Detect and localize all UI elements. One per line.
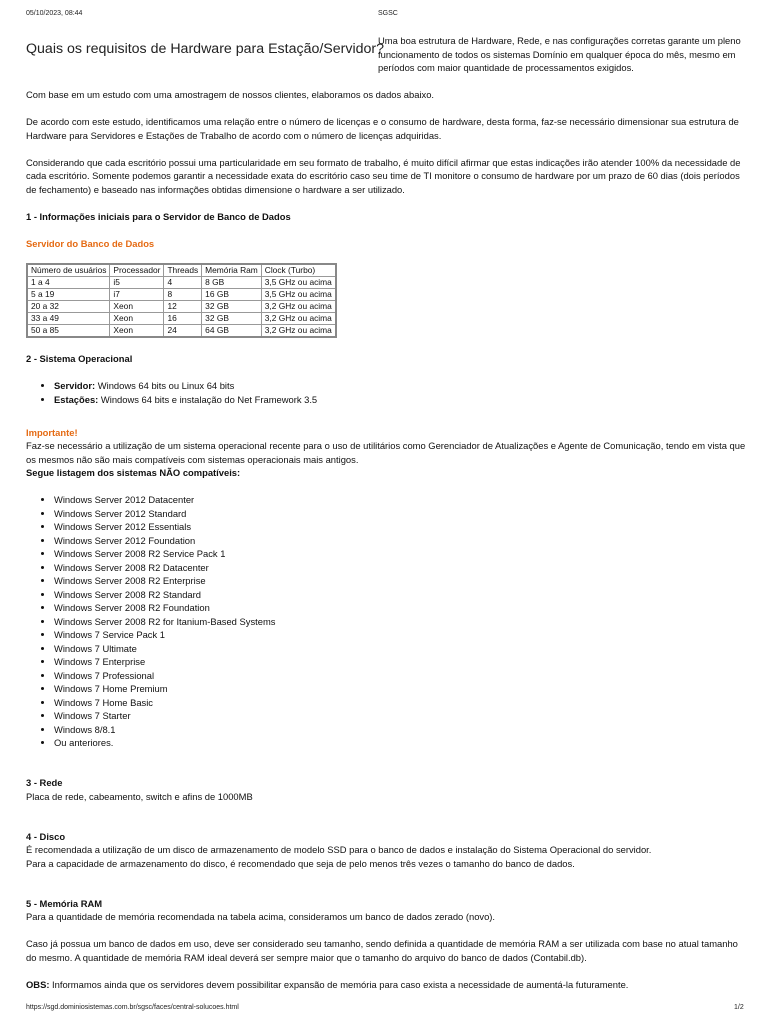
- list-item: • Windows Server 2008 R2 for Itanium-Based Systems: [54, 615, 746, 629]
- list-item: [54, 393, 746, 407]
- page-title: Quais os requisitos de Hardware para Estação/Servidor?: [26, 41, 385, 57]
- list-item: • Windows 7 Professional: [54, 669, 746, 683]
- list-item: • Windows 7 Home Basic: [54, 696, 746, 710]
- table-cell: i5: [110, 277, 164, 289]
- section-5-paragraph-2: Caso já possua um banco de dados em uso, deve ser considerado seu tamanho, sendo definida a quantidade de memória RAM a ser utilizada com base no atual tamanho do mesmo. A quantidade de memória RAM ideal deverá ser sempre maior que o tamanho do arquivo do banco de dados (Contabil.db).: [26, 938, 738, 963]
- list-item: • Ou anteriores.: [54, 736, 746, 750]
- print-url: https://sgd.dominiosistemas.com.br/sgsc/faces/central-solucoes.html: [26, 1004, 239, 1011]
- table-cell: 50 a 85: [27, 325, 110, 338]
- list-item: • Windows Server 2008 R2 Enterprise: [54, 574, 746, 588]
- table-cell: 64 GB: [202, 325, 262, 338]
- table-cell: i7: [110, 289, 164, 301]
- print-title: SGSC: [378, 10, 398, 17]
- incompatible-list-title: Segue listagem dos sistemas NÃO compatíveis:: [26, 467, 241, 478]
- os-text: Windows 64 bits e instalação do Net Framework 3.5: [98, 393, 318, 405]
- intro-side-text: Uma boa estrutura de Hardware, Rede, e nas configurações corretas garante um pleno funcionamento de todos os sistemas Domínio em qualquer época do mês, mesmo em períodos com maior quantidade de processamentos exigidos.: [378, 35, 741, 73]
- list-item: • Windows 7 Starter: [54, 709, 746, 723]
- os-list: [26, 379, 746, 406]
- col-header: Memória Ram: [202, 264, 262, 277]
- article: [26, 34, 746, 991]
- col-header: Clock (Turbo): [261, 264, 336, 277]
- section-4-title: 4 - Disco: [26, 830, 66, 842]
- os-text: Windows 64 bits ou Linux 64 bits: [95, 380, 235, 391]
- table-cell: 20 a 32: [27, 301, 110, 313]
- table-row: [27, 313, 336, 325]
- incompatible-systems-list: [26, 493, 746, 750]
- intro: [26, 34, 746, 88]
- section-3-title: 3 - Rede: [26, 777, 63, 788]
- table-cell: Xeon: [110, 313, 164, 325]
- table-cell: 32 GB: [202, 301, 262, 313]
- table-cell: 8: [164, 289, 202, 301]
- col-header: Threads: [164, 264, 202, 277]
- section-3-text: Placa de rede, cabeamento, switch e afins de 1000MB: [26, 790, 253, 802]
- list-item: • Windows Server 2008 R2 Foundation: [54, 601, 746, 615]
- table-cell: 3,5 GHz ou acima: [261, 277, 336, 289]
- table-cell: 16 GB: [202, 289, 262, 301]
- os-label: Servidor:: [54, 380, 96, 391]
- obs-note: [26, 978, 746, 992]
- page-number: 1/2: [734, 1004, 744, 1011]
- section-1-subtitle: Servidor do Banco de Dados: [26, 237, 155, 249]
- table-row: [27, 289, 336, 301]
- important-text: Faz-se necessário a utilização de um sistema operacional recente para o uso de utilitários como Gerenciador de Atualizações e Agente de Comunicação, tendo em vista que os mesmos não são mais compatíveis com sistemas operacionais mais antigos.: [26, 440, 746, 465]
- list-item: • Windows Server 2008 R2 Service Pack 1: [54, 547, 746, 561]
- table-cell: 5 a 19: [27, 289, 110, 301]
- section-5-title: 5 - Memória RAM: [26, 897, 103, 909]
- os-label: Estações:: [54, 393, 99, 405]
- table-cell: 4: [164, 277, 202, 289]
- section-5-line-1: Para a quantidade de memória recomendada na tabela acima, consideramos um banco de dados zerado (novo).: [26, 911, 496, 922]
- list-item: • Windows Server 2012 Standard: [54, 507, 746, 521]
- list-item: • Windows 7 Enterprise: [54, 655, 746, 669]
- paragraph-2: De acordo com este estudo, identificamos uma relação entre o número de licenças e o consumo de hardware, desta forma, faz-se necessário dimensionar sua estrutura de Hardware para Servidores e Estações de Trabalho de acordo com o número de licenças adquiridas.: [26, 116, 739, 141]
- list-item: • Windows Server 2012 Datacenter: [54, 493, 746, 507]
- table-body: [27, 277, 336, 338]
- col-header: Número de usuários: [27, 264, 110, 277]
- table-cell: 24: [164, 325, 202, 338]
- obs-text: Informamos ainda que os servidores devem possibilitar expansão de memória para caso exista a necessidade de aumentá-la futuramente.: [49, 978, 629, 990]
- table-row: [27, 301, 336, 313]
- list-item: • Windows 7 Home Premium: [54, 682, 746, 696]
- col-header: Processador: [110, 264, 164, 277]
- section-2-title: 2 - Sistema Operacional: [26, 353, 133, 364]
- table-cell: 16: [164, 313, 202, 325]
- hardware-table: [26, 263, 337, 338]
- section-4-line-1: É recomendada a utilização de um disco de armazenamento de modelo SSD para o banco de dados e instalação do Sistema Operacional do servidor.: [26, 844, 652, 855]
- table-cell: 3,2 GHz ou acima: [261, 301, 336, 313]
- table-row: [27, 277, 336, 289]
- paragraph-3: Considerando que cada escritório possui uma particularidade em seu formato de trabalho, é muito difícil afirmar que estas indicações irão atender 100% da necessidade de cada escritório. Somente podemos garantir a necessidade exata do escritório caso seu time de TI monitore o consumo de hardware por um prazo de 60 dias (dois períodos de fechamento) e baseado nas informações obtidas dimensione o hardware a ser utilizado.: [26, 156, 741, 195]
- list-item: • Windows 7 Ultimate: [54, 642, 746, 656]
- section-4-line-2: Para a capacidade de armazenamento do disco, é recomendado que seja de pelo menos três vezes o tamanho do banco de dados.: [26, 857, 575, 869]
- table-header-row: [27, 264, 336, 277]
- list-item: • Windows Server 2008 R2 Standard: [54, 588, 746, 602]
- obs-label: OBS:: [26, 978, 50, 990]
- table-cell: 8 GB: [202, 277, 262, 289]
- table-cell: 3,5 GHz ou acima: [261, 289, 336, 301]
- print-date: 05/10/2023, 08:44: [26, 10, 83, 17]
- important-title: Importante!: [26, 426, 78, 438]
- table-cell: Xeon: [110, 301, 164, 313]
- paragraph-1: Com base em um estudo com uma amostragem de nossos clientes, elaboramos os dados abaixo.: [26, 89, 435, 100]
- table-cell: 3,2 GHz ou acima: [261, 325, 336, 338]
- list-item: • Windows 8/8.1: [54, 723, 746, 737]
- table-cell: 32 GB: [202, 313, 262, 325]
- list-item: [54, 379, 746, 393]
- list-item: • Windows 7 Service Pack 1: [54, 628, 746, 642]
- list-item: • Windows Server 2012 Essentials: [54, 520, 746, 534]
- table-row: [27, 325, 336, 338]
- table-cell: 3,2 GHz ou acima: [261, 313, 336, 325]
- table-cell: 33 a 49: [27, 313, 110, 325]
- table-cell: 12: [164, 301, 202, 313]
- section-1-title: 1 - Informações iniciais para o Servidor de Banco de Dados: [26, 210, 291, 222]
- table-cell: 1 a 4: [27, 277, 110, 289]
- list-item: • Windows Server 2008 R2 Datacenter: [54, 561, 746, 575]
- table-cell: Xeon: [110, 325, 164, 338]
- list-item: • Windows Server 2012 Foundation: [54, 534, 746, 548]
